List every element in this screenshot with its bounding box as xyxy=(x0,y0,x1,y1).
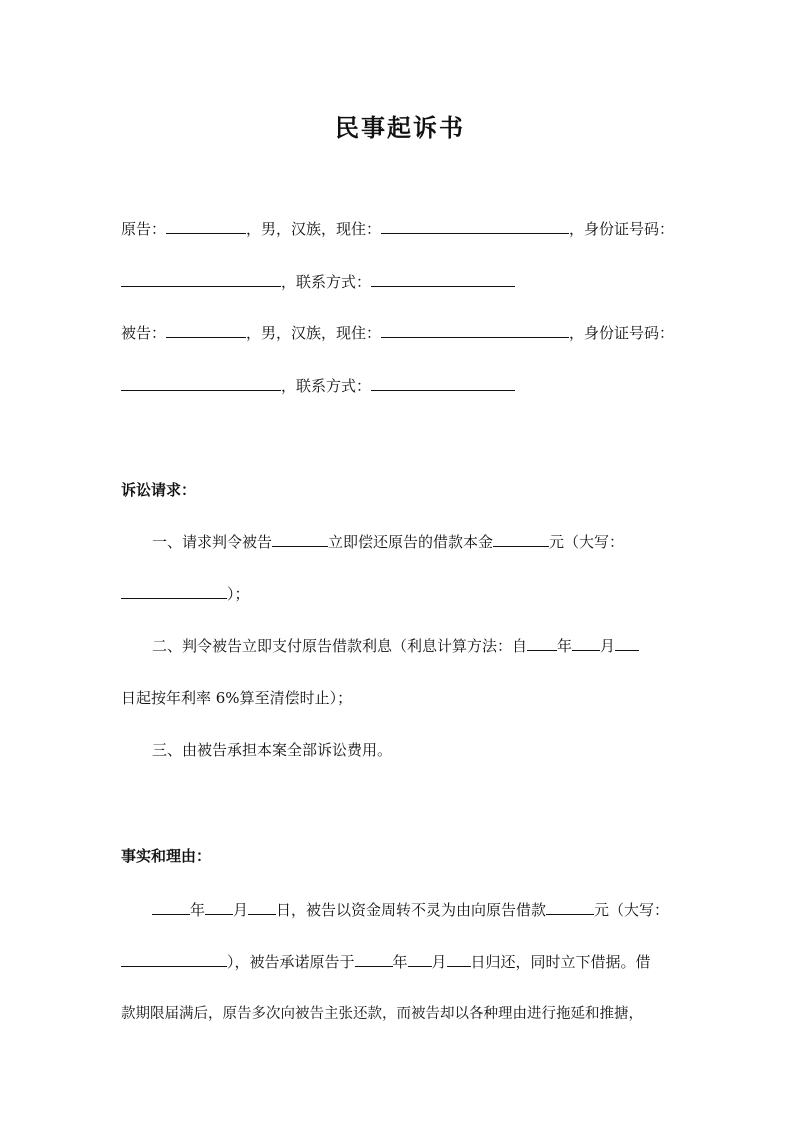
defendant-name-blank xyxy=(166,323,246,338)
claim-1-line-2 xyxy=(121,584,250,604)
plaintiff-contact-blank xyxy=(371,272,515,287)
facts-repay-year: 年 xyxy=(392,953,408,971)
claim-1-end: ）； xyxy=(227,585,250,603)
claim-2-day-blank xyxy=(615,636,639,651)
plaintiff-name-blank xyxy=(166,219,246,234)
plaintiff-line-2 xyxy=(121,272,515,292)
plaintiff-line-1 xyxy=(121,219,674,239)
defendant-id-label: ，身份证号码： xyxy=(569,324,675,342)
claims-heading: 诉讼请求： xyxy=(121,481,197,499)
defendant-line-1 xyxy=(121,323,674,343)
claim-1-defendant-blank xyxy=(272,532,328,547)
facts-yuan-text: 元（大写： xyxy=(594,901,670,919)
claim-2-month: 月 xyxy=(600,637,616,655)
claim-2-line-2: 日起按年利率 6%算至清偿时止）； xyxy=(121,689,353,707)
claim-1-capital-amount-blank xyxy=(121,584,227,599)
facts-day-blank xyxy=(248,900,276,915)
facts-capital-amount-blank xyxy=(121,952,227,967)
plaintiff-contact-label: ，联系方式： xyxy=(281,273,372,291)
facts-repay-month-blank xyxy=(408,952,432,967)
facts-line-2 xyxy=(121,952,651,972)
defendant-line-2 xyxy=(121,376,515,396)
defendant-id-blank xyxy=(121,376,281,391)
facts-heading: 事实和理由： xyxy=(121,847,212,865)
defendant-gender-address-label: ，男，汉族，现住： xyxy=(246,324,382,342)
plaintiff-address-blank xyxy=(381,219,569,234)
document-title: 民事起诉书 xyxy=(335,113,465,142)
facts-month: 月 xyxy=(233,901,249,919)
claim-2-line-1 xyxy=(152,636,639,656)
claim-1-text-b: 立即偿还原告的借款本金 xyxy=(328,533,494,551)
claim-1-text-a: 一、请求判令被告 xyxy=(152,533,273,551)
claim-2-year-blank xyxy=(527,636,557,651)
facts-line-3: 款期限届满后，原告多次向被告主张还款，而被告却以各种理由进行拖延和推搪， xyxy=(121,1006,643,1022)
facts-repay-year-blank xyxy=(355,952,393,967)
facts-year-blank xyxy=(152,900,190,915)
claim-1-text-c: 元（大写： xyxy=(549,533,625,551)
facts-promise-text: ），被告承诺原告于 xyxy=(227,953,355,971)
defendant-contact-label: ，联系方式： xyxy=(281,377,372,395)
defendant-label: 被告： xyxy=(121,324,167,342)
plaintiff-id-blank xyxy=(121,272,281,287)
claim-3: 三、由被告承担本案全部诉讼费用。 xyxy=(152,741,393,759)
defendant-address-blank xyxy=(381,323,569,338)
facts-day-text: 日，被告以资金周转不灵为由向原告借款 xyxy=(276,901,547,919)
facts-repay-text: 日归还，同时立下借据。借 xyxy=(470,953,651,971)
facts-repay-day-blank xyxy=(447,952,471,967)
facts-amount-blank xyxy=(546,900,594,915)
plaintiff-gender-address-label: ，男，汉族，现住： xyxy=(246,220,382,238)
facts-repay-month: 月 xyxy=(431,953,447,971)
claim-2-month-blank xyxy=(572,636,600,651)
claim-1-amount-blank xyxy=(493,532,549,547)
claim-2-year: 年 xyxy=(557,637,573,655)
claim-1-line-1 xyxy=(152,532,624,552)
plaintiff-label: 原告： xyxy=(121,220,167,238)
defendant-contact-blank xyxy=(371,376,515,391)
claim-2-text-a: 二、判令被告立即支付原告借款利息（利息计算方法：自 xyxy=(152,637,528,655)
facts-line-1 xyxy=(152,900,669,920)
facts-month-blank xyxy=(205,900,233,915)
facts-year: 年 xyxy=(190,901,206,919)
plaintiff-id-label: ，身份证号码： xyxy=(569,220,675,238)
